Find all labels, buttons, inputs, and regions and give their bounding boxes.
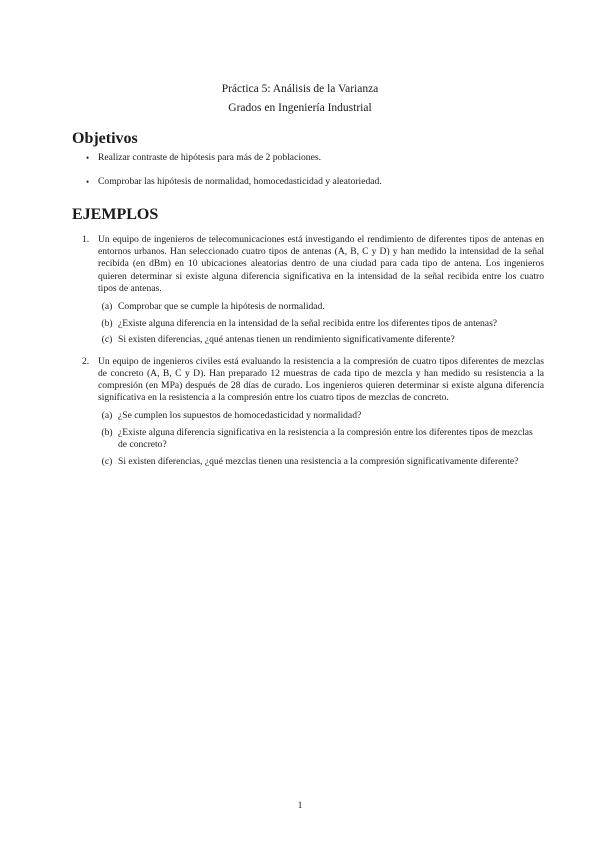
question-text: ¿Existe alguna diferencia significativa en la resistencia a la compresión entre los diferentes tipos de mezclas de concreto?: [118, 427, 533, 451]
header-title: Práctica 5: Análisis de la Varianza: [221, 83, 379, 95]
document-header: [0, 80, 600, 118]
question-item: [98, 410, 544, 422]
example-statement: Un equipo de ingenieros de telecomunicaciones está investigando el rendimiento de diferentes tipos de antenas en entornos urbanos. Han seleccionado cuatro tipos de antenas (A, B, C y D) y han medido la intensidad de la señal recibida (en dBm) en 10 ubicaciones aleatorias dentro de una ciudad para cada tipo de antena. Los ingenieros quieren determinar si existe alguna diferencia significativa en la intensidad de la señal recibida entre los cuatro tipos de antenas.: [98, 234, 544, 294]
question-text: ¿Existe alguna diferencia en la intensidad de la señal recibida entre los diferentes tipos de antenas?: [118, 317, 498, 329]
example-item: [72, 234, 544, 347]
question-label: (c): [101, 456, 113, 468]
objective-item: [72, 176, 542, 188]
example-number: 1.: [82, 234, 90, 245]
question-text: ¿Se cumplen los supuestos de homocedasticidad y normalidad?: [118, 410, 362, 422]
question-label: (c): [101, 334, 113, 346]
example-number: 2.: [82, 355, 90, 367]
examples-heading: EJEMPLOS: [72, 206, 159, 223]
example-statement: Un equipo de ingenieros civiles está evaluando la resistencia a la compresión de cuatro tipos diferentes de mezclas de concreto (A, B, C y D). Han preparado 12 muestras de cada tipo de mezcla y han medido su resistencia a la compresión (en MPa) después de 28 días de curado. Los ingenieros quieren determinar si existe alguna diferencia significativa en la resistencia a la compresión entre los cuatro tipos de mezclas de concreto.: [98, 355, 544, 404]
page-number: 1: [297, 800, 303, 811]
objectives-list: [72, 152, 542, 200]
question-text: Comprobar que se cumple la hipótesis de normalidad.: [118, 301, 325, 313]
header-subtitle: Grados en Ingeniería Industrial: [228, 102, 372, 114]
bullet-icon: •: [86, 153, 90, 163]
example-questions: [98, 301, 544, 347]
question-item: [98, 427, 544, 451]
question-item: [98, 334, 544, 346]
example-questions: [98, 410, 544, 468]
question-item: [98, 456, 544, 468]
objective-text: Comprobar las hipótesis de normalidad, homocedasticidad y aleatoriedad.: [98, 176, 382, 187]
example-item: [72, 356, 544, 469]
bullet-icon: •: [86, 177, 90, 187]
question-text: Si existen diferencias, ¿qué mezclas tienen una resistencia a la compresión significativamente diferente?: [118, 456, 519, 468]
question-item: [98, 301, 544, 313]
question-label: (b): [101, 427, 113, 439]
objective-item: [72, 152, 542, 164]
question-item: [98, 318, 544, 330]
examples-list: [72, 234, 544, 477]
question-text: Si existen diferencias, ¿qué antenas tienen un rendimiento significativamente diferente?: [118, 334, 455, 346]
question-label: (a): [101, 410, 113, 422]
question-label: (b): [101, 317, 113, 329]
objective-text: Realizar contraste de hipótesis para más de 2 poblaciones.: [98, 152, 321, 163]
question-label: (a): [101, 301, 113, 313]
objectives-heading: Objetivos: [72, 130, 138, 147]
